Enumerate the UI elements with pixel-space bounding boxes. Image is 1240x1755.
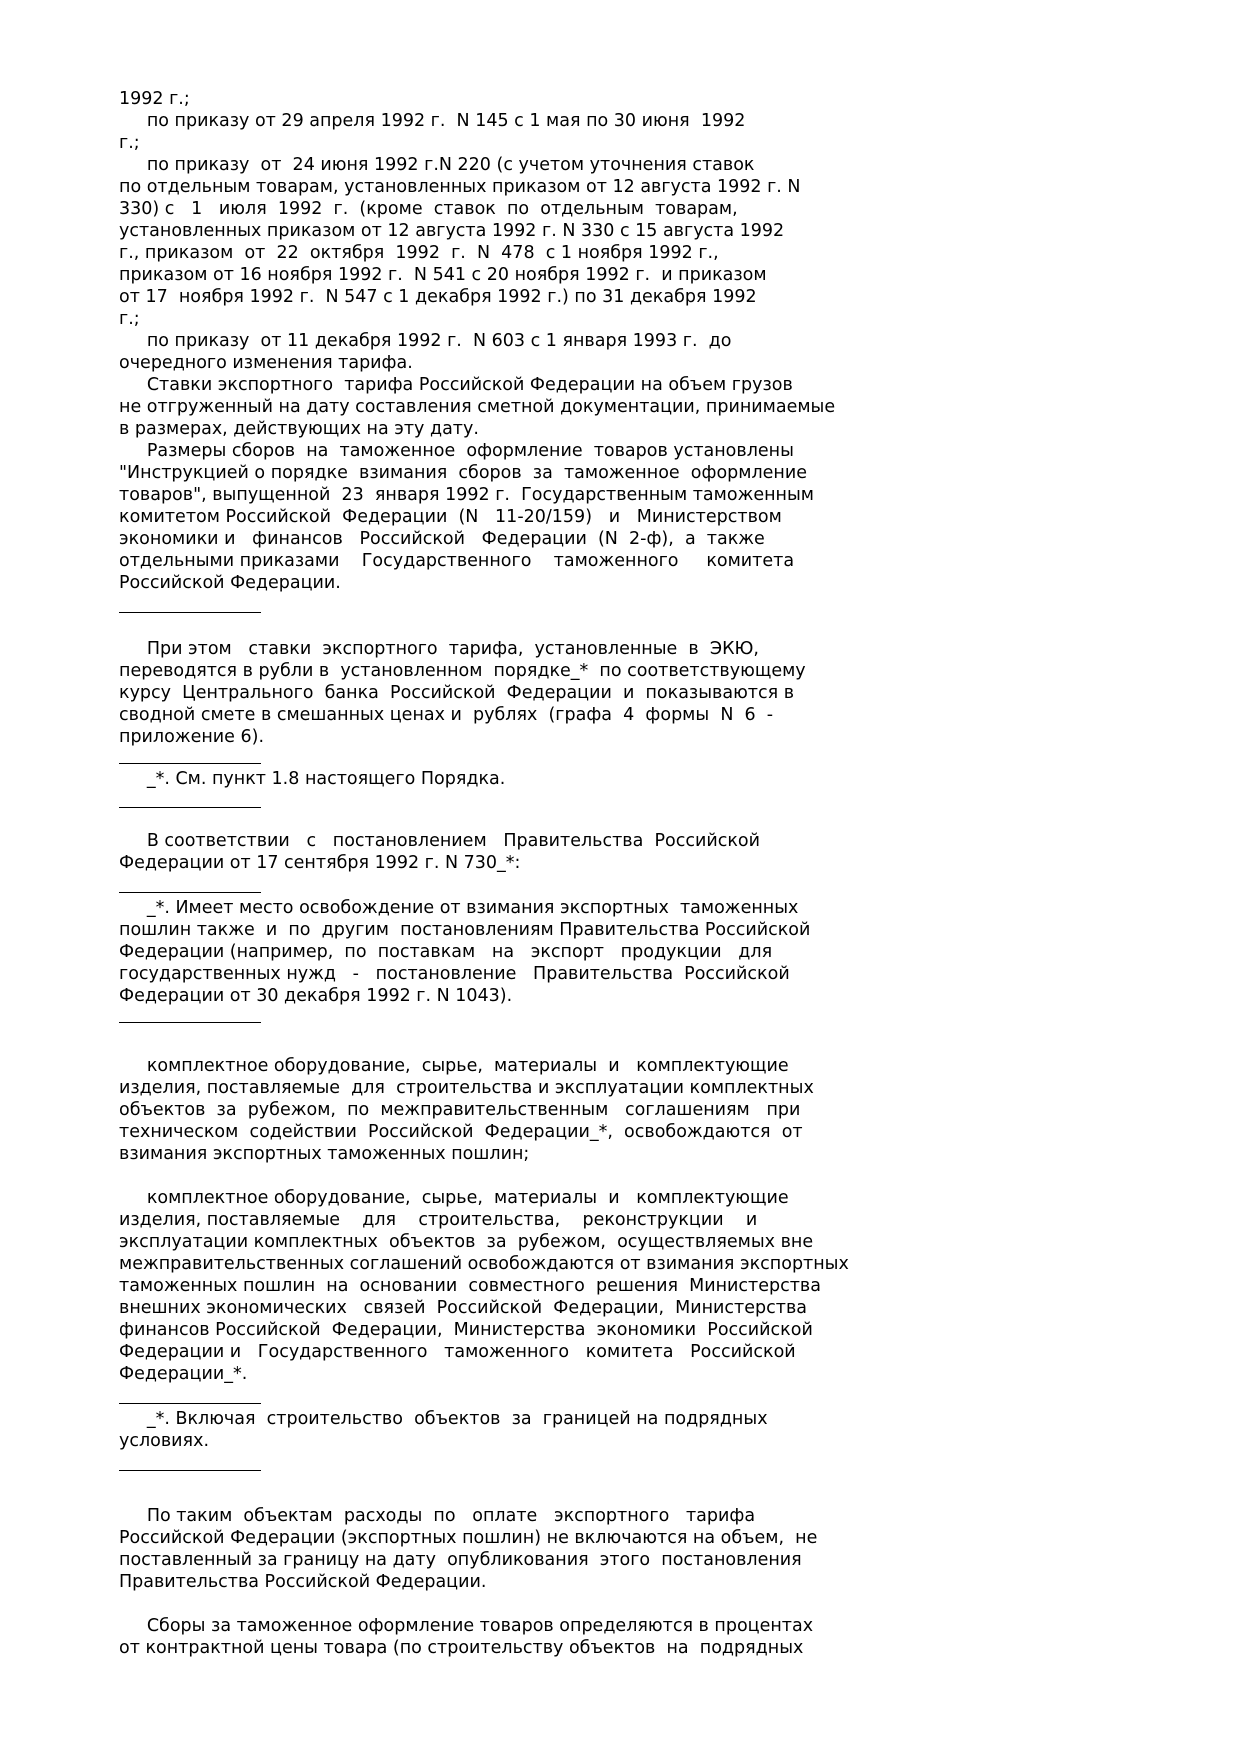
text-line: приказом от 16 ноября 1992 г. N 541 с 20 ноября 1992 г. и приказом xyxy=(119,265,767,285)
text-line: не отгруженный на дату составления сметной документации, принимаемые xyxy=(119,397,836,417)
text-line: от контрактной цены товара (по строительству объектов на подрядных xyxy=(119,1638,804,1658)
footnote-separator xyxy=(119,1403,261,1404)
footnote-separator xyxy=(119,1022,261,1023)
text-line: сводной смете в смешанных ценах и рублях (графа 4 формы N 6 - xyxy=(119,705,774,725)
text-line: Российской Федерации. xyxy=(119,573,341,593)
text-line: комплектное оборудование, сырье, материалы и комплектующие xyxy=(119,1056,789,1076)
text-line: экономики и финансов Российской Федерации (N 2-ф), а также xyxy=(119,529,765,549)
text-line: внешних экономических связей Российской Федерации, Министерства xyxy=(119,1298,807,1318)
text-line: г.; xyxy=(119,133,140,153)
text-line: В соответствии с постановлением Правительства Российской xyxy=(119,831,760,851)
text-line: по приказу от 24 июня 1992 г.N 220 (с учетом уточнения ставок xyxy=(119,155,755,175)
text-line: по отдельным товарам, установленных приказом от 12 августа 1992 г. N xyxy=(119,177,801,197)
text-line: в размерах, действующих на эту дату. xyxy=(119,419,479,439)
text-line: отдельными приказами Государственного таможенного комитета xyxy=(119,551,795,571)
text-line: г.; xyxy=(119,309,140,329)
text-line: По таким объектам расходы по оплате экспортного тарифа xyxy=(119,1506,756,1526)
text-line: При этом ставки экспортного тарифа, установленные в ЭКЮ, xyxy=(119,639,759,659)
text-line: поставленный за границу на дату опубликования этого постановления xyxy=(119,1550,802,1570)
text-line: от 17 ноября 1992 г. N 547 с 1 декабря 1992 г.) по 31 декабря 1992 xyxy=(119,287,757,307)
footnote-separator xyxy=(119,892,261,893)
text-line: переводятся в рубли в установленном порядке_* по соответствующему xyxy=(119,661,806,681)
text-line: г., приказом от 22 октября 1992 г. N 478 с 1 ноября 1992 г., xyxy=(119,243,719,263)
footnote-text: пошлин также и по другим постановлениям Правительства Российской xyxy=(119,920,811,940)
text-line: Российской Федерации (экспортных пошлин) не включаются на объем, не xyxy=(119,1528,818,1548)
text-line: взимания экспортных таможенных пошлин; xyxy=(119,1144,530,1164)
text-line: комплектное оборудование, сырье, материалы и комплектующие xyxy=(119,1188,789,1208)
footnote-separator xyxy=(119,1470,261,1471)
footnote-text: _*. Включая строительство объектов за границей на подрядных xyxy=(119,1409,768,1429)
text-line: Сборы за таможенное оформление товаров определяются в процентах xyxy=(119,1616,814,1636)
text-line: товаров", выпущенной 23 января 1992 г. Государственным таможенным xyxy=(119,485,815,505)
text-line: 330) с 1 июля 1992 г. (кроме ставок по отдельным товарам, xyxy=(119,199,738,219)
text-line: очередного изменения тарифа. xyxy=(119,353,413,373)
text-line: финансов Российской Федерации, Министерства экономики Российской xyxy=(119,1320,813,1340)
text-line: установленных приказом от 12 августа 1992 г. N 330 с 15 августа 1992 xyxy=(119,221,785,241)
text-line: приложение 6). xyxy=(119,727,265,747)
footnote-text: Федерации от 30 декабря 1992 г. N 1043). xyxy=(119,986,513,1006)
text-line: по приказу от 11 декабря 1992 г. N 603 с 1 января 1993 г. до xyxy=(119,331,732,351)
text-line: Ставки экспортного тарифа Российской Федерации на объем грузов xyxy=(119,375,793,395)
footnote-separator xyxy=(119,612,261,613)
text-line: Размеры сборов на таможенное оформление товаров установлены xyxy=(119,441,794,461)
text-line: комитетом Российской Федерации (N 11-20/159) и Министерством xyxy=(119,507,782,527)
text-line: Федерации и Государственного таможенного комитета Российской xyxy=(119,1342,796,1362)
footnote-text: условиях. xyxy=(119,1431,210,1451)
text-line: эксплуатации комплектных объектов за рубежом, осуществляемых вне xyxy=(119,1232,814,1252)
text-line: таможенных пошлин на основании совместного решения Министерства xyxy=(119,1276,821,1296)
footnote-separator xyxy=(119,807,261,808)
footnote-text: Федерации (например, по поставкам на экспорт продукции для xyxy=(119,942,773,962)
text-line: Федерации_*. xyxy=(119,1364,248,1384)
text-line: "Инструкцией о порядке взимания сборов за таможенное оформление xyxy=(119,463,808,483)
text-line: межправительственных соглашений освобождаются от взимания экспортных xyxy=(119,1254,849,1274)
text-line: Правительства Российской Федерации. xyxy=(119,1572,487,1592)
text-line: по приказу от 29 апреля 1992 г. N 145 с 1 мая по 30 июня 1992 xyxy=(119,111,746,131)
text-line: объектов за рубежом, по межправительственным соглашениям при xyxy=(119,1100,801,1120)
text-line: изделия, поставляемые для строительства и эксплуатации комплектных xyxy=(119,1078,814,1098)
text-line: 1992 г.; xyxy=(119,89,190,109)
footnote-text: _*. См. пункт 1.8 настоящего Порядка. xyxy=(119,769,506,789)
footnote-separator xyxy=(119,763,261,764)
text-line: техническом содействии Российской Федерации_*, освобождаются от xyxy=(119,1122,803,1142)
footnote-text: _*. Имеет место освобождение от взимания экспортных таможенных xyxy=(119,898,799,918)
footnote-text: государственных нужд - постановление Правительства Российской xyxy=(119,964,790,984)
text-line: изделия, поставляемые для строительства, реконструкции и xyxy=(119,1210,758,1230)
text-line: Федерации от 17 сентября 1992 г. N 730_*: xyxy=(119,853,521,873)
text-line: курсу Центрального банка Российской Федерации и показываются в xyxy=(119,683,795,703)
